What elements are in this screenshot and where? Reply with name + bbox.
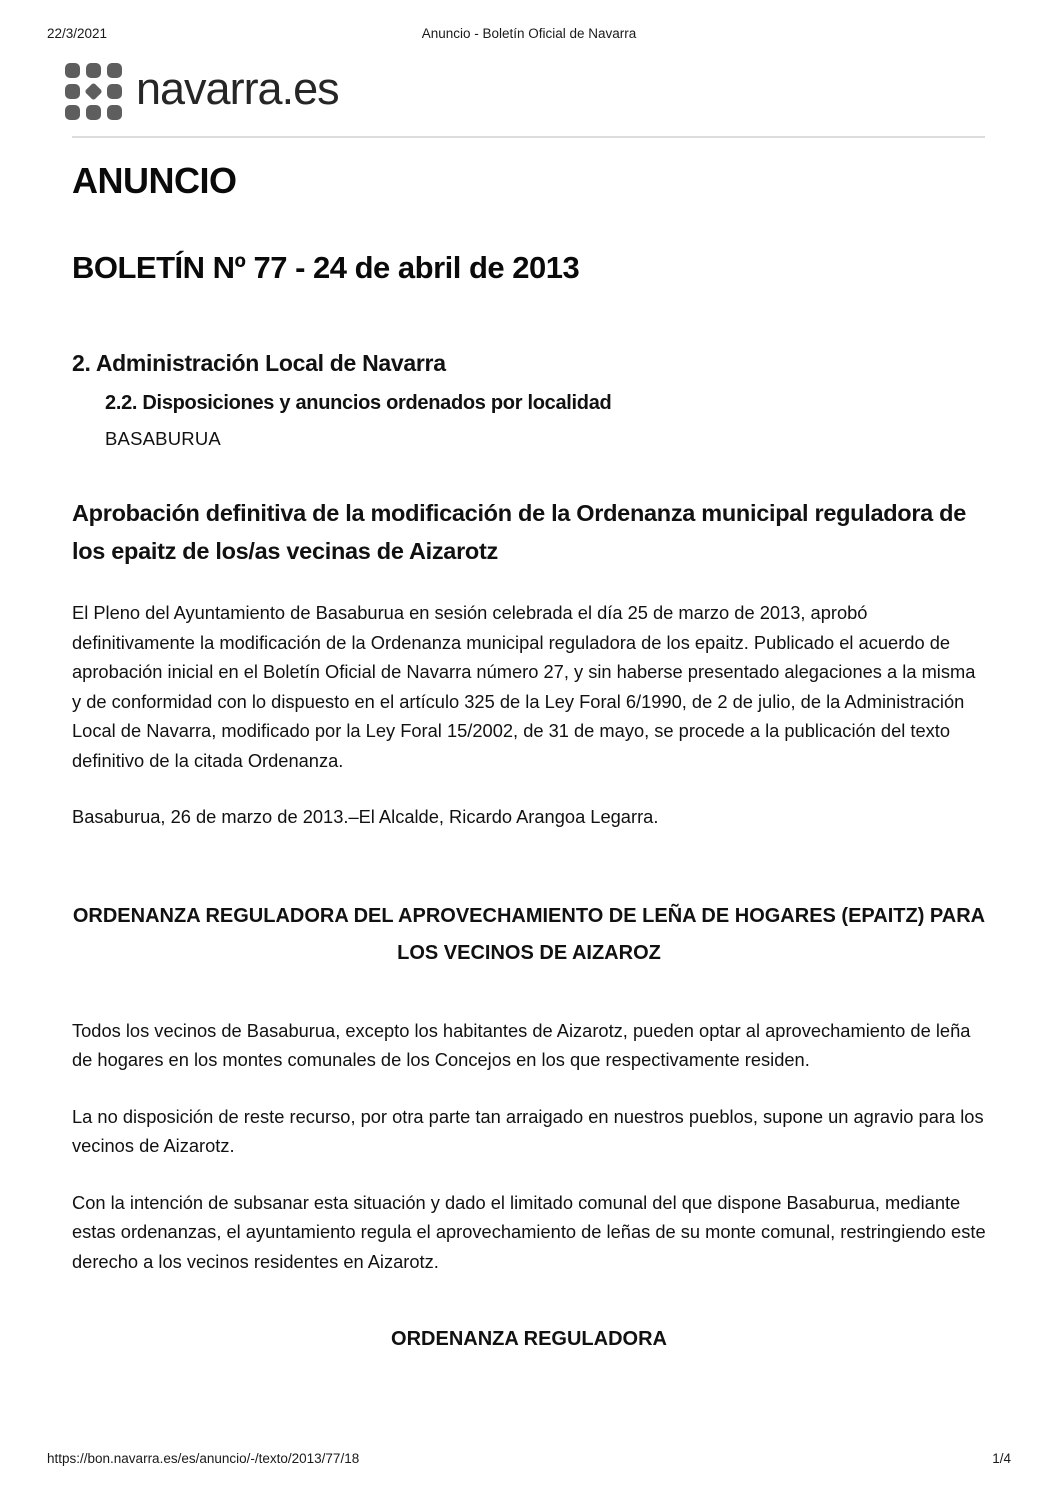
logo-wordmark: navarra.es bbox=[136, 63, 339, 114]
ordinance-paragraph: La no disposición de reste recurso, por otra parte tan arraigado en nuestros pueblos, supone un agravio para los vecinos de Aizarotz. bbox=[72, 1105, 984, 1156]
ordinance-heading: ORDENANZA REGULADORA DEL APROVECHAMIENTO DE LEÑA DE HOGARES (EPAITZ) PARA LOS VECINOS DE AIZAROZ bbox=[72, 904, 986, 964]
logo-dot-icon bbox=[86, 63, 101, 78]
print-date: 22/3/2021 bbox=[47, 26, 108, 41]
locality-label: BASABURUA bbox=[105, 428, 221, 449]
subsection-heading: 2.2. Disposiciones y anuncios ordenados por localidad bbox=[105, 392, 612, 414]
print-header bbox=[47, 26, 1011, 44]
logo-dot-icon bbox=[107, 63, 122, 78]
page-title: ANUNCIO bbox=[72, 160, 237, 201]
ordinance-second-heading: ORDENANZA REGULADORA bbox=[391, 1328, 667, 1350]
section-heading: 2. Administración Local de Navarra bbox=[72, 350, 446, 376]
logo-dot-icon bbox=[107, 105, 122, 120]
footer-url: https://bon.navarra.es/es/anuncio/-/texto/2013/77/18 bbox=[47, 1451, 360, 1466]
print-footer bbox=[47, 1451, 1011, 1469]
navarra-logo bbox=[65, 63, 339, 120]
logo-dot-icon bbox=[65, 84, 80, 99]
bulletin-heading: BOLETÍN Nº 77 - 24 de abril de 2013 bbox=[72, 250, 580, 285]
navarra-logo-dots-icon bbox=[65, 63, 122, 120]
logo-dot-icon bbox=[107, 84, 122, 99]
intro-paragraph: El Pleno del Ayuntamiento de Basaburua en sesión celebrada el día 25 de marzo de 2013, aprobó definitivamente la modificación de la Ordenanza municipal reguladora de los epaitz. Publicado el acuerdo de aprobación inicial en el Boletín Oficial de Navarra número 27, y sin haberse presentado alegaciones a la misma y de conformidad con lo dispuesto en el artículo 325 de la Ley Foral 6/1990, de 2 de julio, de la Administración Local de Navarra, modificado por la Ley Foral 15/2002, de 31 de mayo, se procede a la publicación del texto definitivo de la citada Ordenanza. bbox=[72, 602, 976, 771]
ordinance-paragraph: Con la intención de subsanar esta situación y dado el limitado comunal del que dispone Basaburua, mediante estas ordenanzas, el ayuntamiento regula el aprovechamiento de leñas de su monte comunal, restringiendo este derecho a los vecinos residentes en Aizarotz. bbox=[72, 1191, 986, 1272]
header-divider bbox=[72, 136, 985, 138]
ordinance-paragraph: Todos los vecinos de Basaburua, excepto los habitantes de Aizarotz, pueden optar al aprovechamiento de leña de hogares en los montes comunales de los Concejos en los que respectivamente residen. bbox=[72, 1019, 971, 1070]
footer-page-number: 1/4 bbox=[992, 1451, 1011, 1466]
logo-diamond-icon bbox=[84, 82, 102, 100]
logo-dot-icon bbox=[86, 105, 101, 120]
print-page-title: Anuncio - Boletín Oficial de Navarra bbox=[421, 26, 637, 41]
announcement-title: Aprobación definitiva de la modificación de la Ordenanza municipal reguladora de los epaitz de los/as vecinas de Aizarotz bbox=[72, 500, 966, 564]
logo-dot-icon bbox=[65, 105, 80, 120]
signature-line: Basaburua, 26 de marzo de 2013.–El Alcalde, Ricardo Arangoa Legarra. bbox=[72, 806, 659, 827]
document-body bbox=[72, 160, 986, 1351]
logo-dot-icon bbox=[65, 63, 80, 78]
